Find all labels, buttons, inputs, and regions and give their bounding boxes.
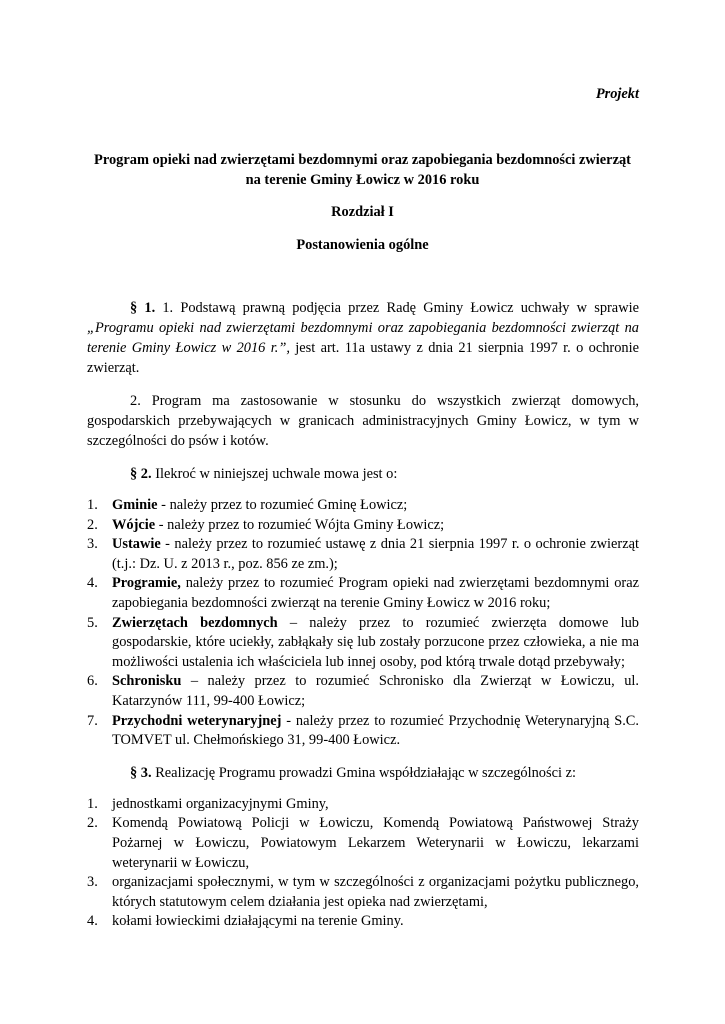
list-item <box>87 873 639 912</box>
draft-label: Projekt <box>595 86 639 102</box>
chapter-subtitle: Postanowienia ogólne <box>296 237 429 253</box>
definition-text: – należy przez to rozumieć zwierzęta domowe lub gospodarskie, które uciekły, zabłąkały się lub zostały porzucone przez człowieka, a nie ma możliwości ustalenia ich właściciela lub innej osoby, pod którą trwale dotąd przebywały; <box>112 614 639 670</box>
definition-text: - należy przez to rozumieć Przychodnię Weterynaryjną S.C. TOMVET ul. Chełmońskiego 31, 99-400 Łowicz. <box>112 712 639 749</box>
list-number: 6. <box>87 673 98 690</box>
section-1-p1-italic: „Programu opieki nad zwierzętami bezdomnymi oraz zapobiegania bezdomności zwierząt na terenie Gminy Łowicz w 2016 r.”, <box>87 320 639 356</box>
list-number: 2. <box>87 815 98 832</box>
title-line-1: Program opieki nad zwierzętami bezdomnymi oraz zapobiegania bezdomności zwierząt <box>94 152 631 168</box>
list-number: 4. <box>87 913 98 930</box>
section-3-mark: § 3. <box>130 764 152 781</box>
section-1-p1-end: jest art. 11a ustawy z dnia 21 sierpnia 1997 r. o ochronie zwierząt. <box>87 340 639 376</box>
cooperation-list <box>87 795 639 932</box>
definition-text: należy przez to rozumieć Program opieki nad zwierzętami bezdomnymi oraz zapobiegania bezdomności zwierząt na terenie Gminy Łowicz w 2016 roku; <box>112 575 639 611</box>
section-2-mark: § 2. <box>130 466 152 482</box>
definition-text: – należy przez to rozumieć Schronisko dla Zwierząt w Łowiczu, ul. Katarzynów 111, 99-400 Łowicz; <box>112 673 639 709</box>
document-title <box>70 150 655 190</box>
list-item <box>87 672 639 711</box>
chapter-heading: Rozdział I <box>331 204 394 220</box>
section-2-intro-text: Ilekroć w niniejszej uchwale mowa jest o: <box>151 466 398 482</box>
list-text: kołami łowieckimi działającymi na terenie Gminy. <box>112 913 404 930</box>
section-3-intro-text: Realizację Programu prowadzi Gmina współdziałając w szczególności z: <box>151 764 576 781</box>
list-text: Komendą Powiatową Policji w Łowiczu, Komendą Powiatową Państwowej Straży Pożarnej w Łowiczu, Powiatowym Lekarzem Weterynarii w Łowiczu, lekarzami weterynarii w Łowiczu, <box>112 815 639 871</box>
section-1-paragraph-2: 2. Program ma zastosowanie w stosunku do wszystkich zwierząt domowych, gospodarskich przebywających w granicach administracyjnych Gminy Łowicz, w tym w szczególności do psów i kotów. <box>87 393 639 449</box>
definition-text: - należy przez to rozumieć Wójta Gminy Łowicz; <box>155 516 445 533</box>
list-number: 5. <box>87 614 98 631</box>
list-item <box>87 516 639 536</box>
definition-term: Schronisku <box>112 673 182 690</box>
list-item <box>87 912 639 932</box>
list-item <box>87 795 639 815</box>
list-item <box>87 712 639 751</box>
definition-term: Zwierzętach bezdomnych <box>112 614 278 631</box>
section-1-paragraph-1 <box>87 298 639 378</box>
list-text: jednostkami organizacyjnymi Gminy, <box>112 795 329 812</box>
list-item <box>87 574 639 613</box>
document-body <box>87 298 639 932</box>
list-number: 4. <box>87 575 98 592</box>
list-item <box>87 814 639 873</box>
list-item <box>87 535 639 574</box>
title-line-2: na terenie Gminy Łowicz w 2016 roku <box>245 172 480 188</box>
list-item <box>87 614 639 673</box>
definition-term: Ustawie <box>112 536 161 553</box>
section-1-mark: § 1. <box>130 300 156 316</box>
list-number: 1. <box>87 795 98 812</box>
list-number: 1. <box>87 497 98 513</box>
list-item <box>87 496 639 516</box>
list-text: organizacjami społecznymi, w tym w szczególności z organizacjami pożytku publicznego, których statutowym celem działania jest opieka nad zwierzętami, <box>112 874 639 910</box>
section-1-p1-start: 1. Podstawą prawną podjęcia przez Radę Gminy Łowicz uchwały w sprawie <box>155 300 639 316</box>
list-number: 3. <box>87 536 98 553</box>
definitions-list <box>87 496 639 751</box>
definition-text: - należy przez to rozumieć Gminę Łowicz; <box>157 497 408 513</box>
list-number: 3. <box>87 874 98 891</box>
list-number: 7. <box>87 712 98 729</box>
definition-term: Programie, <box>112 575 181 592</box>
definition-term: Wójcie <box>112 516 156 533</box>
definition-term: Przychodni weterynaryjnej <box>112 712 282 729</box>
definition-text: - należy przez to rozumieć ustawę z dnia 21 sierpnia 1997 r. o ochronie zwierząt (t.j.: Dz. U. z 2013 r., poz. 856 ze zm.); <box>112 536 639 572</box>
definition-term: Gminie <box>112 497 158 513</box>
section-3-intro <box>87 763 639 783</box>
section-2-intro <box>87 464 639 484</box>
list-number: 2. <box>87 516 98 533</box>
